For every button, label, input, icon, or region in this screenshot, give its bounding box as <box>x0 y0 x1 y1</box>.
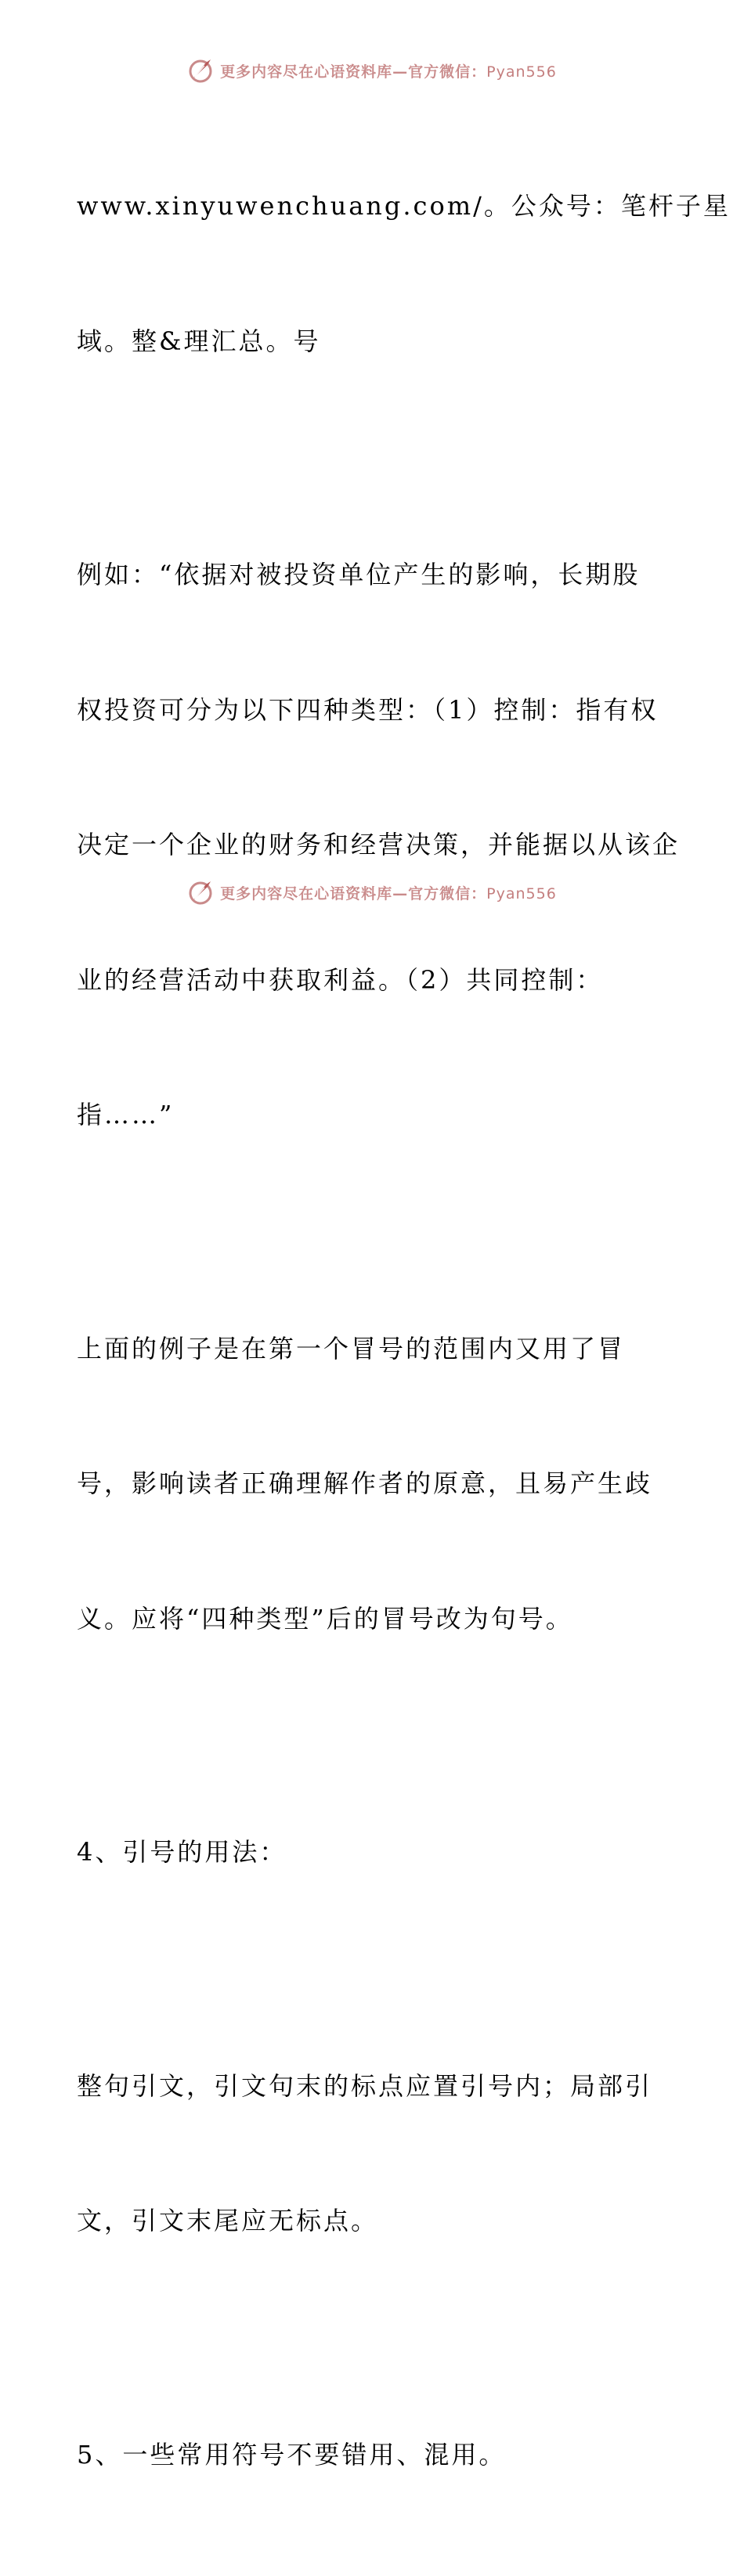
text-line: 决定一个企业的财务和经营决策，并能据以从该企 <box>77 830 681 859</box>
footer-banner <box>0 877 744 908</box>
text-line: 整句引文，引文句末的标点应置引号内；局部引 <box>77 2070 653 2101</box>
quill-pen-circle-icon <box>187 878 215 906</box>
paragraph <box>77 1237 672 1732</box>
wechat-id: Pyan556 <box>486 63 557 81</box>
text-line: 上面的例子是在第一个冒号的范围内又用了冒 <box>77 1333 626 1364</box>
text-line: www.xinyuwenchuang.com/。公众号：笔杆子星 <box>77 191 731 221</box>
text-line: 域。整&理汇总。号 <box>77 326 321 356</box>
document-body <box>77 94 731 2576</box>
text-line: 义。应将“四种类型”后的冒号改为句号。 <box>77 1603 573 1634</box>
section-heading <box>77 2343 672 2568</box>
wechat-id: Pyan556 <box>486 884 557 903</box>
paragraph <box>77 463 681 1228</box>
text-line: 权投资可分为以下四种类型：（1）控制：指有权 <box>77 694 659 725</box>
text-line: 4、引号的用法： <box>77 1837 287 1867</box>
text-line: 号，影响读者正确理解作者的原意，且易产生歧 <box>77 1468 653 1498</box>
text-line: 文，引文末尾应无标点。 <box>77 2206 379 2236</box>
text-line: 业的经营活动中获取利益。（2）共同控制： <box>77 964 604 995</box>
section-heading <box>77 1740 672 1965</box>
paragraph <box>77 1974 672 2334</box>
header-banner <box>0 55 744 86</box>
text-line: 指……” <box>77 1100 175 1129</box>
paragraph <box>77 94 731 454</box>
text-line: 5、一些常用符号不要错用、混用。 <box>77 2439 507 2470</box>
quill-pen-circle-icon <box>187 56 215 85</box>
footer-banner-text: 更多内容尽在心语资料库—官方微信：Pyan556 <box>220 884 557 903</box>
header-banner-text: 更多内容尽在心语资料库—官方微信：Pyan556 <box>220 63 557 81</box>
text-line: 例如：“依据对被投资单位产生的影响，长期股 <box>77 560 641 589</box>
